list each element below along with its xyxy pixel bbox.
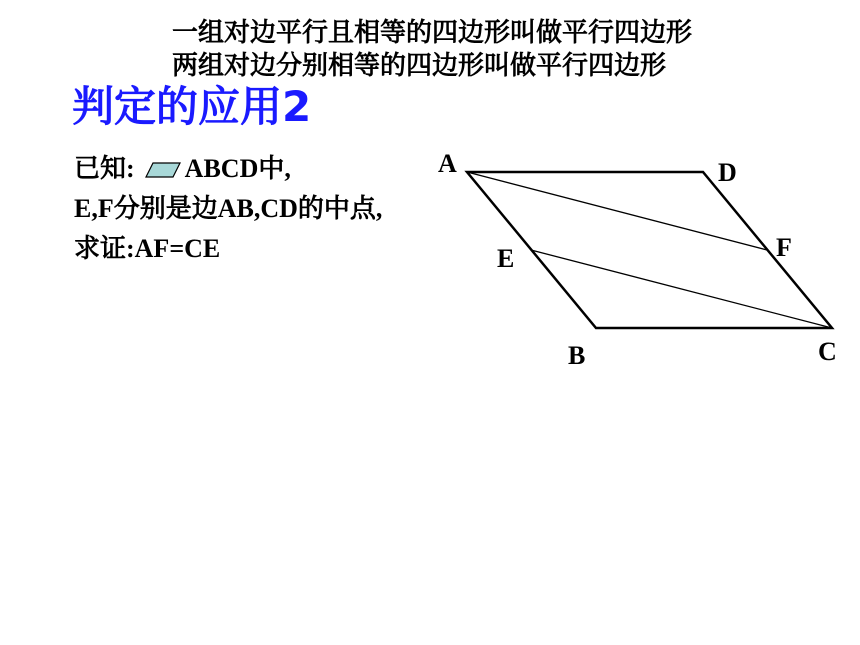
condition-line: E,F分别是边AB,CD的中点, <box>74 194 383 223</box>
given-text: ABCD中, <box>184 154 291 183</box>
definition-line-2: 两组对边分别相等的四边形叫做平行四边形 <box>172 51 667 81</box>
point-label-b: B <box>568 341 586 370</box>
point-label-d: D <box>718 158 737 187</box>
point-label-c: C <box>818 337 837 366</box>
point-label-e: E <box>497 244 515 273</box>
prove-line: 求证:AF=CE <box>74 234 221 263</box>
point-label-a: A <box>438 149 457 178</box>
slide-title: 判定的应用2 <box>72 82 312 131</box>
definition-line-1: 一组对边平行且相等的四边形叫做平行四边形 <box>172 18 693 48</box>
given-label: 已知: <box>74 154 135 183</box>
point-label-f: F <box>776 233 792 262</box>
